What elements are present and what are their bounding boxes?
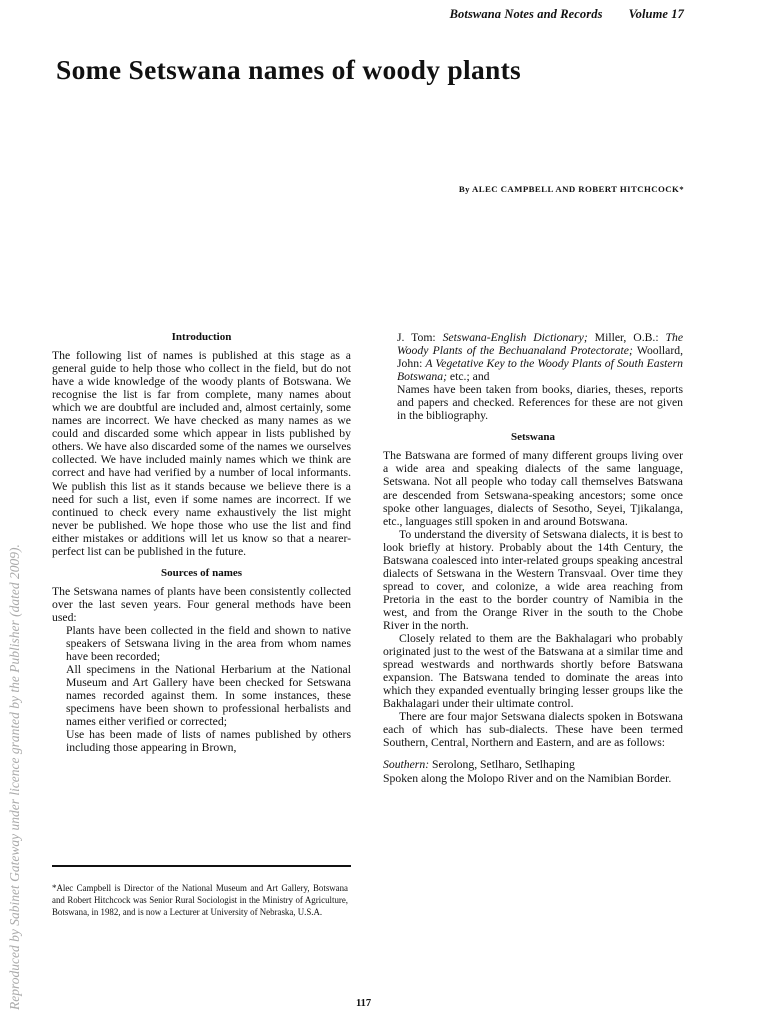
- setswana-heading: Setswana: [510, 431, 555, 444]
- setswana-paragraph: There are four major Setswana dialects spoken in Botswana each of which has sub-dialects. These have been termed Southern, Central, Northern and Eastern, and are as follows:: [383, 710, 683, 750]
- introduction-heading: Introduction: [171, 331, 232, 343]
- author-footnote: *Alec Campbell is Director of the National Museum and Art Gallery, Botswana and Robert Hitchcock was Senior Rural Sociologist in the Ministry of Agriculture, Botswana, in 1982, and is now a Lecturer at University of Nebraska, U.S.A.: [52, 883, 348, 917]
- volume-label: Volume 17: [628, 7, 684, 21]
- left-column: [52, 331, 351, 754]
- method-item: All specimens in the National Herbarium at the National Museum and Art Gallery have been checked for Setswana names recorded against them. In some instances, these specimens have been shown to professional herbalists and names either verified or corrected;: [66, 663, 351, 729]
- journal-name: Botswana Notes and Records: [449, 7, 603, 21]
- method-item: Use has been made of lists of names published by others including those appearing in Brown,: [66, 728, 351, 755]
- article-title: Some Setswana names of woody plants: [56, 54, 522, 85]
- sources-heading: Sources of names: [160, 566, 243, 579]
- setswana-paragraph: To understand the diversity of Setswana dialects, it is best to look briefly at history. Probably about the 14th Century, the Batswana coalesced into inter-related groups speaking ancestral dialects of Setswana in the Western Transvaal. Over time they spread to cover, and colonize, a wide area reaching from Pretoria in the east to the border country of Namibia in the west, and from the Orange River in the south to the Chobe River in the north.: [383, 527, 683, 632]
- right-column: [383, 331, 683, 785]
- southern-description: Spoken along the Molopo River and on the Namibian Border.: [383, 771, 672, 785]
- method-item: Plants have been collected in the field and shown to native speakers of Setswana living in the area from whom names have been recorded;: [66, 623, 351, 664]
- southern-dialect: Southern: Serolong, Setlharo, Setlhaping: [383, 758, 575, 772]
- sources-paragraph: The Setswana names of plants have been consistently collected over the last seven years. Four general methods have been used:: [52, 584, 351, 624]
- setswana-paragraph: The Batswana are formed of many different groups living over a wide area and speaking dialects of the same language, Setswana. Not all people who today call themselves Batswana are descended from Setswana-speaking ancestors; some once spoke other languages, dialects of Sesotho, Seyei, Tjikalanga, etc., languages still spoken in and around Botswana.: [383, 449, 683, 528]
- introduction-paragraph: The following list of names is published at this stage as a general guide to help those who collect in the field, but do not have a wide knowledge of the woody plants of Botswana. We recognise the list is far from complete, many names about which we are doubtful are included and, almost certainly, some names are incorrect. We have checked as many names as we could and discarded some which appear in lists published by others. We have also discarded some of the names we ourselves collected. We have included mainly names which we think are correct and have had verified by a number of local informants. We publish this list as it stands because we believe there is a need for such a list, even if some names are incorrect. If we continued to check every name exhaustively the list might never be published. We hope those who use the list and find either mistakes or additions will let us know so that a nearer-perfect list can be published in the future.: [52, 349, 351, 558]
- copyright-watermark: Reproduced by Sabinet Gateway under licence granted by the Publisher (dated 2009).: [7, 544, 22, 1010]
- books-paragraph: Names have been taken from books, diaries, theses, reports and papers and checked. References for these are not given in the bibliography.: [397, 383, 683, 423]
- references-continuation: J. Tom: Setswana-English Dictionary; Miller, O.B.: The Woody Plants of the Bechuanaland Protectorate; Woollard, John: A Vegetative Key to the Woody Plants of South Eastern Botswana; etc.; and: [397, 331, 684, 384]
- setswana-paragraph: Closely related to them are the Bakhalagari who probably originated just to the west of the Batswana at a similar time and spread westwards and northwards shortly before Batswana expansion. The Batswana tended to dominate the areas into which they expanded eventually bringing lesser groups like the Bakhalagari under their ultimate control.: [383, 632, 683, 711]
- author-byline: By ALEC CAMPBELL AND ROBERT HITCHCOCK*: [458, 184, 684, 194]
- page-number: 117: [356, 998, 372, 1009]
- running-header: [450, 7, 684, 22]
- footnote-divider: [52, 865, 351, 867]
